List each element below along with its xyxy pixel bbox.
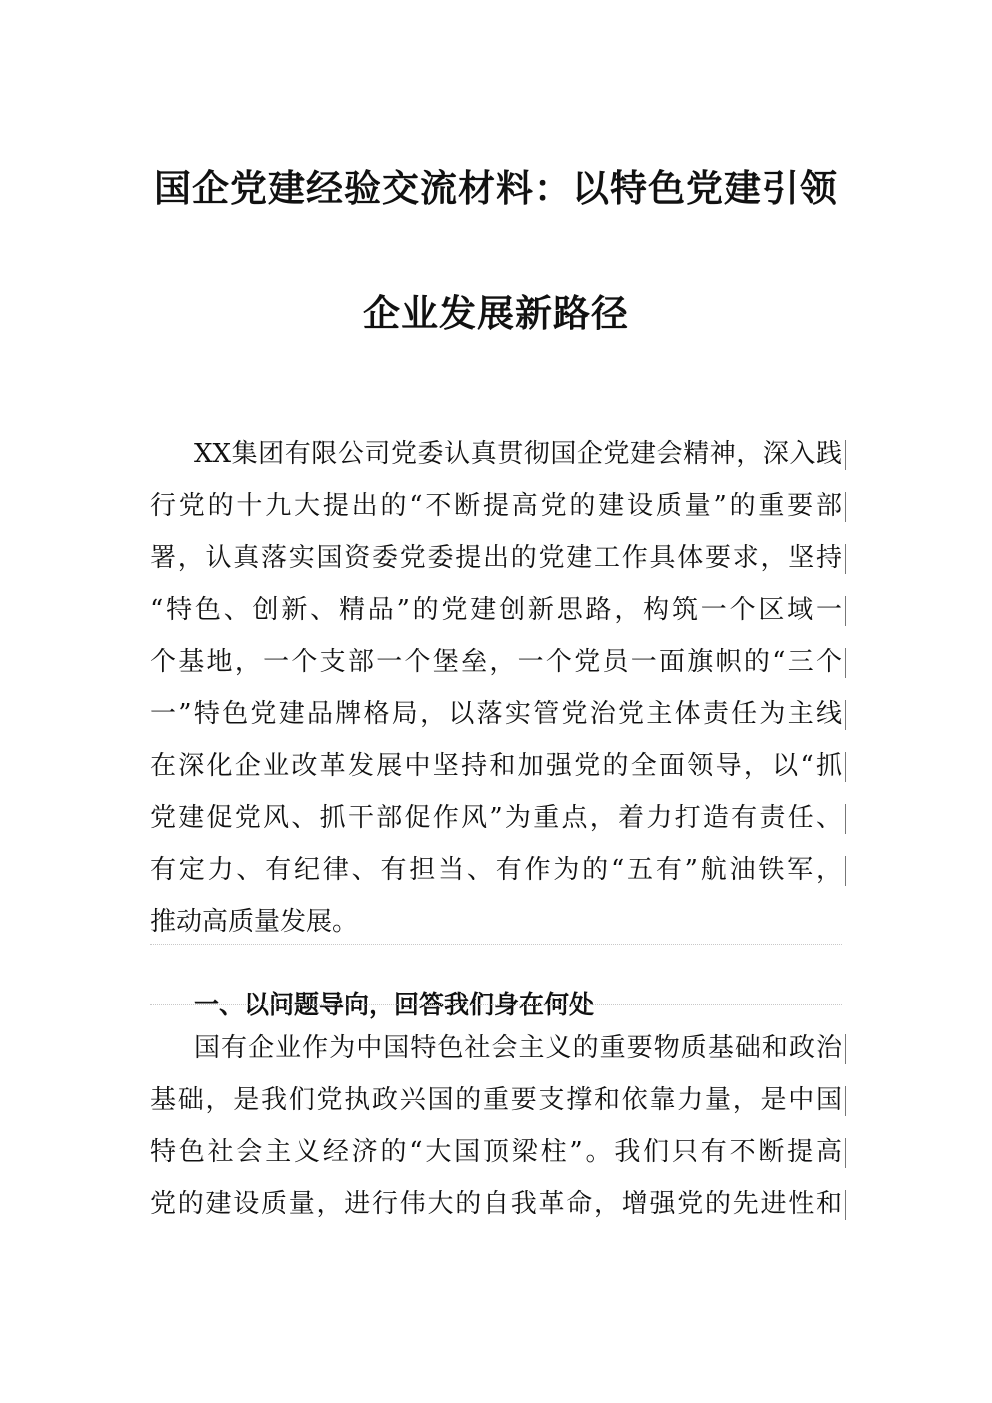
text-boundary-mark: [845, 1190, 846, 1220]
text-boundary-mark: [845, 752, 846, 782]
document-title-line-2: 企业发展新路径: [363, 292, 629, 335]
paragraph-section-1: [150, 1022, 842, 1230]
text-boundary-mark: [845, 492, 846, 522]
text-boundary-mark: [845, 700, 846, 730]
document-title-line-1: 国企党建经验交流材料：以特色党建引领: [154, 167, 838, 210]
paragraph-intro: [150, 428, 842, 948]
text-boundary-mark: [845, 856, 846, 886]
paragraph-divider: [150, 944, 842, 945]
paragraph-line: 国有企业作为中国特色社会主义的重要物质基础和政治: [150, 1022, 842, 1074]
paragraph-divider: [150, 1004, 842, 1005]
paragraph-line: 个基地，一个支部一个堡垒，一个党员一面旗帜的“三个: [150, 636, 842, 688]
text-boundary-mark: [845, 648, 846, 678]
text-boundary-mark: [845, 440, 846, 470]
paragraph-line: 有定力、有纪律、有担当、有作为的“五有”航油铁军，: [150, 844, 842, 896]
paragraph-line: 党的建设质量，进行伟大的自我革命，增强党的先进性和: [150, 1178, 842, 1230]
paragraph-line: 在深化企业改革发展中坚持和加强党的全面领导，以“抓: [150, 740, 842, 792]
paragraph-line: 基础，是我们党执政兴国的重要支撑和依靠力量，是中国: [150, 1074, 842, 1126]
paragraph-line: 一”特色党建品牌格局，以落实管党治党主体责任为主线: [150, 688, 842, 740]
paragraph-line: 推动高质量发展。: [150, 907, 359, 937]
paragraph-line: 行党的十九大提出的“不断提高党的建设质量”的重要部: [150, 480, 842, 532]
paragraph-line: 特色社会主义经济的“大国顶梁柱”。我们只有不断提高: [150, 1126, 842, 1178]
section-heading: 一、以问题导向，回答我们身在何处: [194, 989, 595, 1019]
text-boundary-mark: [845, 1138, 846, 1168]
text-boundary-mark: [845, 1034, 846, 1064]
text-boundary-mark: [845, 596, 846, 626]
text-boundary-mark: [845, 804, 846, 834]
paragraph-line: “特色、创新、精品”的党建创新思路，构筑一个区域一: [150, 584, 842, 636]
text-boundary-mark: [845, 544, 846, 574]
paragraph-line: 党建促党风、抓干部促作风”为重点，着力打造有责任、: [150, 792, 842, 844]
text-boundary-mark: [845, 1086, 846, 1116]
paragraph-line: XX集团有限公司党委认真贯彻国企党建会精神，深入践: [150, 428, 842, 480]
paragraph-line: 署，认真落实国资委党委提出的党建工作具体要求，坚持: [150, 532, 842, 584]
